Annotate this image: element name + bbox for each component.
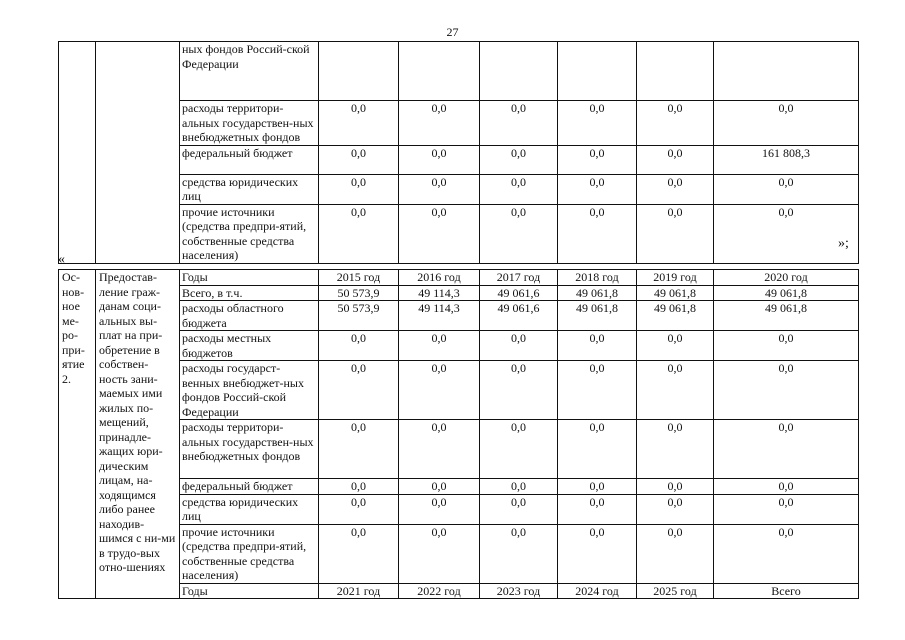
- measure-name-cell: Предостав-ление граж-данам соци-альных вы-плат на при-обретение в собствен-ность зани-маемых ими жилых по-мещений, принадле-жащих юри-дическим лицам, на-ходящимся либо ранее находив-шимся с ни-ми в трудо-вых отно-шениях: [96, 270, 180, 599]
- value-cell: 0,0: [399, 331, 480, 361]
- value-cell: 49 114,3: [399, 301, 480, 331]
- value-cell: [714, 42, 859, 101]
- value-cell: 0,0: [558, 145, 637, 174]
- row-label: Годы: [180, 270, 319, 286]
- value-cell: [319, 42, 399, 101]
- value-cell: 0,0: [637, 361, 714, 420]
- value-cell: 50 573,9: [319, 285, 399, 301]
- table-row: [59, 270, 859, 286]
- value-cell: 2018 год: [558, 270, 637, 286]
- value-cell: 0,0: [319, 204, 399, 263]
- value-cell: [558, 42, 637, 101]
- row-label: расходы областного бюджета: [180, 301, 319, 331]
- row-label: расходы территори-альных государствен-ных внебюджетных фондов: [180, 101, 319, 146]
- value-cell: 0,0: [714, 494, 859, 524]
- value-cell: 0,0: [480, 524, 558, 583]
- value-cell: 0,0: [558, 494, 637, 524]
- value-cell: 0,0: [714, 420, 859, 479]
- value-cell: 49 114,3: [399, 285, 480, 301]
- value-cell: 0,0: [714, 174, 859, 204]
- value-cell: 0,0: [399, 361, 480, 420]
- row-label: расходы территори-альных государствен-ных внебюджетных фондов: [180, 420, 319, 479]
- value-cell: 0,0: [399, 524, 480, 583]
- value-cell: 0,0: [637, 479, 714, 495]
- value-cell: 0,0: [399, 479, 480, 495]
- funding-table-measure-2: [58, 269, 859, 599]
- value-cell: 0,0: [319, 420, 399, 479]
- row-label: прочие источники (средства предпри-ятий, собственные средства населения): [180, 204, 319, 263]
- value-cell: 2020 год: [714, 270, 859, 286]
- table-row: [59, 42, 859, 101]
- page-number: 27: [446, 25, 459, 39]
- value-cell: 0,0: [399, 101, 480, 146]
- value-cell: 50 573,9: [319, 301, 399, 331]
- value-cell: 0,0: [714, 101, 859, 146]
- opening-quote: «: [58, 252, 65, 267]
- value-cell: 0,0: [558, 204, 637, 263]
- value-cell: 2016 год: [399, 270, 480, 286]
- value-cell: 0,0: [480, 174, 558, 204]
- value-cell: 0,0: [399, 145, 480, 174]
- row-label: средства юридических лиц: [180, 494, 319, 524]
- value-cell: Всего: [714, 583, 859, 599]
- measure-number-cell: Ос-нов-ное ме-ро-при-ятие 2.: [59, 270, 96, 599]
- value-cell: 49 061,8: [714, 301, 859, 331]
- value-cell: 0,0: [480, 479, 558, 495]
- value-cell: 0,0: [558, 524, 637, 583]
- measure-name-cell: [96, 42, 180, 264]
- row-label: расходы местных бюджетов: [180, 331, 319, 361]
- value-cell: 0,0: [319, 479, 399, 495]
- value-cell: 0,0: [714, 479, 859, 495]
- value-cell: 0,0: [637, 174, 714, 204]
- value-cell: 0,0: [558, 479, 637, 495]
- value-cell: 0,0: [480, 101, 558, 146]
- value-cell: 0,0: [399, 420, 480, 479]
- row-label: федеральный бюджет: [180, 145, 319, 174]
- value-cell: 2017 год: [480, 270, 558, 286]
- value-cell: 0,0: [480, 145, 558, 174]
- row-label: прочие источники (средства предпри-ятий, собственные средства населения): [180, 524, 319, 583]
- value-cell: 2019 год: [637, 270, 714, 286]
- value-cell: 0,0: [558, 331, 637, 361]
- value-cell: 49 061,6: [480, 301, 558, 331]
- funding-table-continued: [58, 41, 859, 264]
- value-cell: 0,0: [637, 101, 714, 146]
- value-cell: 0,0: [480, 420, 558, 479]
- value-cell: 0,0: [714, 524, 859, 583]
- value-cell: [399, 42, 480, 101]
- value-cell: 0,0: [637, 524, 714, 583]
- value-cell: 49 061,8: [558, 301, 637, 331]
- value-cell: 0,0: [558, 174, 637, 204]
- value-cell: 49 061,6: [480, 285, 558, 301]
- measure-number-cell: [59, 42, 96, 264]
- closing-quote: »;: [838, 236, 849, 251]
- value-cell: 49 061,8: [714, 285, 859, 301]
- value-cell: 2015 год: [319, 270, 399, 286]
- value-cell: 0,0: [480, 494, 558, 524]
- row-label: Годы: [180, 583, 319, 599]
- value-cell: 0,0: [399, 494, 480, 524]
- value-cell: 0,0: [399, 204, 480, 263]
- value-cell: 0,0: [637, 494, 714, 524]
- value-cell: 2022 год: [399, 583, 480, 599]
- value-cell: 0,0: [319, 174, 399, 204]
- row-label: федеральный бюджет: [180, 479, 319, 495]
- value-cell: [480, 42, 558, 101]
- value-cell: 49 061,8: [637, 285, 714, 301]
- value-cell: 0,0: [558, 361, 637, 420]
- value-cell: 0,0: [714, 331, 859, 361]
- value-cell: 0,0: [480, 361, 558, 420]
- value-cell: [637, 42, 714, 101]
- value-cell: 0,0: [319, 101, 399, 146]
- value-cell: 2023 год: [480, 583, 558, 599]
- value-cell: 0,0: [480, 204, 558, 263]
- value-cell: 0,0: [399, 174, 480, 204]
- value-cell: 0,0: [480, 331, 558, 361]
- row-label: средства юридических лиц: [180, 174, 319, 204]
- value-cell: 0,0: [558, 101, 637, 146]
- value-cell: 0,0: [637, 420, 714, 479]
- value-cell: 49 061,8: [637, 301, 714, 331]
- value-cell: 0,0: [319, 524, 399, 583]
- value-cell: 0,0: [637, 145, 714, 174]
- value-cell: 0,0: [637, 204, 714, 263]
- value-cell: 0,0: [558, 420, 637, 479]
- value-cell: 0,0: [714, 361, 859, 420]
- row-label: расходы государст-венных внебюджет-ных фондов Россий-ской Федерации: [180, 361, 319, 420]
- value-cell: 49 061,8: [558, 285, 637, 301]
- value-cell: 0,0: [319, 145, 399, 174]
- row-label: ных фондов Россий-ской Федерации: [180, 42, 319, 101]
- value-cell: 0,0: [319, 331, 399, 361]
- value-cell: 0,0: [319, 494, 399, 524]
- value-cell: 0,0: [319, 361, 399, 420]
- value-cell: 161 808,3: [714, 145, 859, 174]
- row-label: Всего, в т.ч.: [180, 285, 319, 301]
- value-cell: 0,0: [714, 204, 859, 263]
- value-cell: 2021 год: [319, 583, 399, 599]
- value-cell: 2024 год: [558, 583, 637, 599]
- value-cell: 0,0: [637, 331, 714, 361]
- value-cell: 2025 год: [637, 583, 714, 599]
